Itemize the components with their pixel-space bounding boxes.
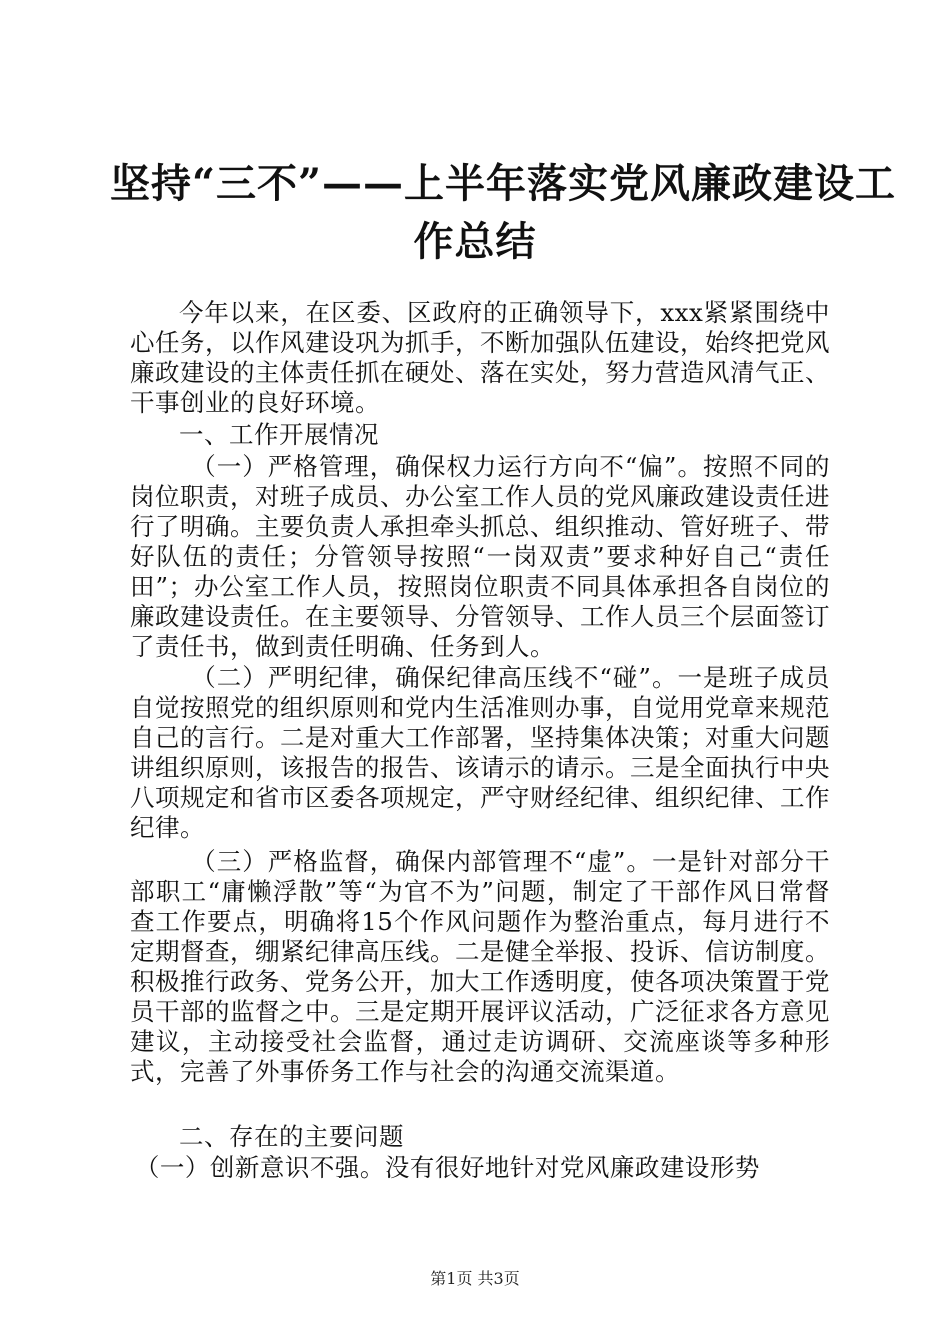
paragraph-supervision: （三）严格监督，确保内部管理不“虚”。一是针对部分干部职工“庸懒浮散”等“为官不为”问题，制定了干部作风日常督查工作要点，明确将15个作风问题作为整治重点，每月进行不定期督查，绷紧纪律高压线。二是健全举报、投诉、信访制度。积极推行政务、党务公开，加大工作透明度，使各项决策置于党员干部的监督之中。三是定期开展评议活动，广泛征求各方意见建议，主动接受社会监督，通过走访调研、交流座谈等多种形式，完善了外事侨务工作与社会的沟通交流渠道。 [130, 847, 830, 1086]
paragraph-problem-1: （一）创新意识不强。没有很好地针对党风廉政建设形势 [134, 1153, 760, 1182]
paragraph-management: （一）严格管理，确保权力运行方向不“偏”。按照不同的岗位职责，对班子成员、办公室工作人员的党风廉政建设责任进行了明确。主要负责人承担牵头抓总、组织推动、管好班子、带好队伍的责任；分管领导按照“一岗双责”要求种好自己“责任田”；办公室工作人员，按照岗位职责不同具体承担各自岗位的廉政建设责任。在主要领导、分管领导、工作人员三个层面签订了责任书，做到责任明确、任务到人。 [130, 452, 830, 661]
page-footer: 第1页 共3页 [430, 1269, 520, 1288]
paragraph-discipline: （二）严明纪律，确保纪律高压线不“碰”。一是班子成员自觉按照党的组织原则和党内生活准则办事，自觉用党章来规范自己的言行。二是对重大工作部署，坚持集体决策；对重大问题讲组织原则，该报告的报告、该请示的请示。三是全面执行中央八项规定和省市区委各项规定，严守财经纪律、组织纪律、工作纪律。 [130, 663, 830, 842]
document-title-line-1: 坚持“三不”——上半年落实党风廉政建设工 [110, 160, 897, 207]
document-title-line-2: 作总结 [413, 218, 537, 265]
section-heading-1: 一、工作开展情况 [179, 420, 379, 449]
section-heading-2: 二、存在的主要问题 [179, 1122, 404, 1151]
paragraph-intro: 今年以来，在区委、区政府的正确领导下，xxx紧紧围绕中心任务，以作风建设巩为抓手，不断加强队伍建设，始终把党风廉政建设的主体责任抓在硬处、落在实处，努力营造风清气正、干事创业的良好环境。 [130, 298, 830, 417]
